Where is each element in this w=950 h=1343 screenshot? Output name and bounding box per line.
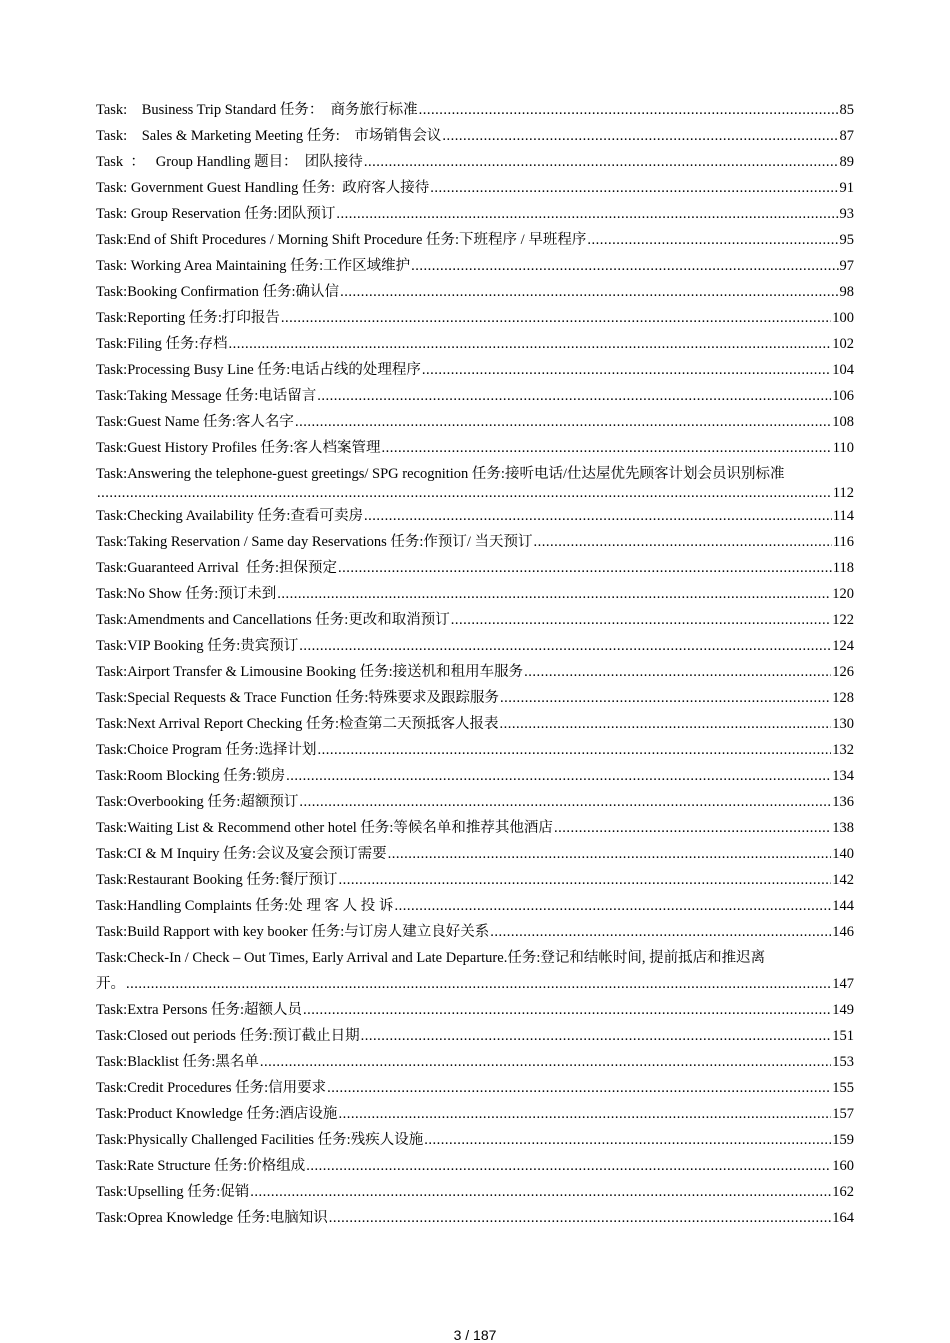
- toc-entry-title: Task:Booking Confirmation 任务:确认信: [96, 284, 340, 300]
- toc-entry-title: Task:Waiting List & Recommend other hotel 任务:等候名单和推荐其他酒店: [96, 820, 553, 836]
- dot-leader: [422, 357, 831, 383]
- toc-entry-page: 122: [832, 612, 854, 628]
- toc-entry-title: Task:VIP Booking 任务:贵宾预订: [96, 638, 299, 654]
- toc-entry[interactable]: [96, 1153, 854, 1179]
- toc-entry-page: 108: [832, 414, 854, 430]
- dot-leader: [303, 997, 831, 1023]
- toc-entry[interactable]: [96, 763, 854, 789]
- toc-entry-title: Task:Rate Structure 任务:价格组成: [96, 1158, 306, 1174]
- table-of-contents: [96, 97, 854, 1231]
- toc-entry[interactable]: [96, 1205, 854, 1231]
- toc-entry-title: Task:Room Blocking 任务:锁房: [96, 768, 286, 784]
- toc-entry[interactable]: [96, 331, 854, 357]
- dot-leader: [338, 555, 832, 581]
- toc-entry-title: Task:Guest Name 任务:客人名字: [96, 414, 294, 430]
- toc-entry[interactable]: [96, 97, 854, 123]
- dot-leader: [336, 201, 838, 227]
- toc-entry[interactable]: [96, 383, 854, 409]
- toc-entry-title: Task:Filing 任务:存档: [96, 336, 228, 352]
- toc-entry-title: Task: Sales & Marketing Meeting 任务: 市场销售会议: [96, 128, 442, 144]
- toc-entry-title: Task: Government Guest Handling 任务: 政府客人接待: [96, 180, 430, 196]
- toc-entry[interactable]: [96, 227, 854, 253]
- toc-entry-title: Task:Extra Persons 任务:超额人员: [96, 1002, 302, 1018]
- toc-entry[interactable]: [96, 789, 854, 815]
- dot-leader: [394, 893, 831, 919]
- toc-entry-title: Task:Product Knowledge 任务:酒店设施: [96, 1106, 338, 1122]
- dot-leader: [524, 659, 831, 685]
- toc-entry-page: 124: [832, 638, 854, 654]
- page-number: 3 / 187: [453, 1327, 497, 1343]
- toc-entry-title: Task:Next Arrival Report Checking 任务:检查第二天预抵客人报表: [96, 716, 499, 732]
- toc-entry-title: Task:Taking Reservation / Same day Reservations 任务:作预订/ 当天预订: [96, 534, 533, 550]
- toc-entry-title: Task:End of Shift Procedures / Morning Shift Procedure 任务:下班程序 / 早班程序: [96, 232, 587, 248]
- dot-leader: [411, 253, 838, 279]
- toc-entry-page: 130: [832, 716, 854, 732]
- toc-entry-page: 98: [839, 284, 854, 300]
- dot-leader: [306, 1153, 831, 1179]
- dot-leader: [361, 1023, 832, 1049]
- toc-entry[interactable]: [96, 1049, 854, 1075]
- toc-entry-page: 149: [832, 1002, 854, 1018]
- toc-entry-page: 132: [832, 742, 854, 758]
- toc-entry-title: Task:Restaurant Booking 任务:餐厅预订: [96, 872, 338, 888]
- toc-entry[interactable]: [96, 919, 854, 945]
- toc-entry-page: 140: [832, 846, 854, 862]
- toc-entry[interactable]: [96, 1127, 854, 1153]
- toc-entry-page: 144: [832, 898, 854, 914]
- dot-leader: [260, 1049, 831, 1075]
- toc-entry-title: Task:Amendments and Cancellations 任务:更改和取消预订: [96, 612, 450, 628]
- dot-leader: [318, 737, 832, 763]
- toc-entry-title: Task:Blacklist 任务:黑名单: [96, 1054, 259, 1070]
- toc-entry[interactable]: [96, 659, 854, 685]
- dot-leader: [295, 409, 831, 435]
- toc-entry-title-continued: 开。: [96, 976, 125, 992]
- dot-leader: [338, 867, 831, 893]
- toc-entry-page: 112: [832, 485, 854, 501]
- toc-entry-page: 114: [832, 508, 854, 524]
- toc-entry-title: Task:Reporting 任务:打印报告: [96, 310, 280, 326]
- toc-entry-page: 155: [832, 1080, 854, 1096]
- toc-entry-page: 89: [839, 154, 854, 170]
- toc-entry-title: Task:No Show 任务:预订未到: [96, 586, 277, 602]
- toc-entry[interactable]: [96, 305, 854, 331]
- dot-leader: [317, 383, 831, 409]
- toc-entry-title: Task ： Group Handling 题目： 团队接待: [96, 154, 363, 170]
- toc-entry[interactable]: [96, 1075, 854, 1101]
- toc-entry[interactable]: [96, 279, 854, 305]
- toc-entry[interactable]: [96, 1179, 854, 1205]
- toc-entry-page: 142: [832, 872, 854, 888]
- toc-entry-page: 157: [832, 1106, 854, 1122]
- dot-leader: [329, 1205, 832, 1231]
- toc-entry-title: Task:Airport Transfer & Limousine Booking 任务:接送机和租用车服务: [96, 664, 524, 680]
- toc-entry-title: Task:Build Rapport with key booker 任务:与订房人建立良好关系: [96, 924, 490, 940]
- toc-entry[interactable]: [96, 893, 854, 919]
- toc-entry-page: 153: [832, 1054, 854, 1070]
- toc-entry[interactable]: [96, 607, 854, 633]
- toc-entry-title: Task: Group Reservation 任务:团队预订: [96, 206, 336, 222]
- toc-entry[interactable]: [96, 997, 854, 1023]
- dot-leader: [286, 763, 831, 789]
- toc-entry-title: Task:Taking Message 任务:电话留言: [96, 388, 317, 404]
- toc-entry-title: Task:Overbooking 任务:超额预订: [96, 794, 299, 810]
- toc-entry[interactable]: [96, 357, 854, 383]
- toc-entry[interactable]: [96, 529, 854, 555]
- toc-entry[interactable]: [96, 737, 854, 763]
- toc-entry-title: Task:Special Requests & Trace Function 任务:特殊要求及跟踪服务: [96, 690, 499, 706]
- toc-entry[interactable]: [96, 841, 854, 867]
- dot-leader: [554, 815, 831, 841]
- toc-entry-page: 138: [832, 820, 854, 836]
- toc-entry-title: Task:Upselling 任务:促销: [96, 1184, 250, 1200]
- toc-entry-page: 104: [832, 362, 854, 378]
- toc-entry[interactable]: [96, 711, 854, 737]
- dot-leader: [97, 483, 832, 503]
- dot-leader: [299, 789, 831, 815]
- toc-entry[interactable]: [96, 1023, 854, 1049]
- toc-entry-title: Task:Closed out periods 任务:预订截止日期: [96, 1028, 360, 1044]
- dot-leader: [500, 711, 832, 737]
- toc-entry[interactable]: [96, 581, 854, 607]
- toc-entry[interactable]: [96, 685, 854, 711]
- dot-leader: [419, 97, 839, 123]
- toc-entry[interactable]: [96, 461, 854, 503]
- dot-leader: [281, 305, 831, 331]
- toc-entry-page: 159: [832, 1132, 854, 1148]
- toc-entry[interactable]: [96, 815, 854, 841]
- toc-entry-title: Task:Guest History Profiles 任务:客人档案管理: [96, 440, 381, 456]
- toc-entry-page: 162: [832, 1184, 854, 1200]
- dot-leader: [451, 607, 831, 633]
- toc-entry-page: 128: [832, 690, 854, 706]
- dot-leader: [364, 503, 832, 529]
- toc-entry-title: Task:Answering the telephone-guest greetings/ SPG recognition 任务:接听电话/仕达屋优先顾客计划会员识别标准: [96, 466, 785, 482]
- toc-entry-page: 134: [832, 768, 854, 784]
- toc-entry[interactable]: [96, 175, 854, 201]
- toc-entry-page: 100: [832, 310, 854, 326]
- toc-entry-page: 151: [832, 1028, 854, 1044]
- toc-entry-title: Task:Processing Busy Line 任务:电话占线的处理程序: [96, 362, 421, 378]
- toc-entry[interactable]: [96, 1101, 854, 1127]
- toc-entry-title: Task: Working Area Maintaining 任务:工作区域维护: [96, 258, 411, 274]
- dot-leader: [364, 149, 839, 175]
- dot-leader: [250, 1179, 831, 1205]
- toc-entry-page: 91: [839, 180, 854, 196]
- toc-entry-title: Task: Business Trip Standard 任务： 商务旅行标准: [96, 102, 418, 118]
- toc-entry-page: 164: [832, 1210, 854, 1226]
- toc-entry-page: 102: [832, 336, 854, 352]
- toc-entry[interactable]: [96, 555, 854, 581]
- toc-entry-title: Task:Credit Procedures 任务:信用要求: [96, 1080, 327, 1096]
- toc-entry-title: Task:Physically Challenged Facilities 任务:残疾人设施: [96, 1132, 424, 1148]
- toc-entry-page: 110: [832, 440, 854, 456]
- dot-leader: [299, 633, 831, 659]
- toc-entry[interactable]: [96, 867, 854, 893]
- toc-entry-title: Task:CI & M Inquiry 任务:会议及宴会预订需要: [96, 846, 387, 862]
- toc-entry-page: 106: [832, 388, 854, 404]
- dot-leader: [229, 331, 832, 357]
- dot-leader: [424, 1127, 831, 1153]
- toc-entry-page: 93: [839, 206, 854, 222]
- toc-entry-title: Task:Oprea Knowledge 任务:电脑知识: [96, 1210, 328, 1226]
- dot-leader: [338, 1101, 831, 1127]
- dot-leader: [534, 529, 832, 555]
- toc-entry[interactable]: [96, 123, 854, 149]
- toc-entry-title: Task:Checking Availability 任务:查看可卖房: [96, 508, 363, 524]
- toc-entry[interactable]: [96, 149, 854, 175]
- toc-entry-title: Task:Handling Complaints 任务:处 理 客 人 投 诉: [96, 898, 394, 914]
- dot-leader: [382, 435, 832, 461]
- toc-entry-page: 147: [832, 976, 854, 992]
- toc-entry-page: 120: [832, 586, 854, 602]
- toc-entry[interactable]: [96, 409, 854, 435]
- toc-entry[interactable]: [96, 633, 854, 659]
- toc-entry[interactable]: [96, 253, 854, 279]
- toc-entry-page: 87: [839, 128, 854, 144]
- toc-entry[interactable]: [96, 435, 854, 461]
- toc-entry-page: 146: [832, 924, 854, 940]
- toc-entry-page: 118: [832, 560, 854, 576]
- dot-leader: [388, 841, 832, 867]
- toc-entry-title: Task:Guaranteed Arrival 任务:担保预定: [96, 560, 337, 576]
- dot-leader: [430, 175, 838, 201]
- toc-entry-page: 136: [832, 794, 854, 810]
- dot-leader: [500, 685, 831, 711]
- toc-entry-title: Task:Choice Program 任务:选择计划: [96, 742, 317, 758]
- toc-entry-page: 97: [839, 258, 854, 274]
- toc-entry-page: 95: [839, 232, 854, 248]
- toc-entry-page: 85: [839, 102, 854, 118]
- dot-leader: [340, 279, 838, 305]
- toc-entry-page: 160: [832, 1158, 854, 1174]
- dot-leader: [126, 971, 831, 997]
- dot-leader: [587, 227, 838, 253]
- dot-leader: [490, 919, 831, 945]
- toc-entry[interactable]: [96, 503, 854, 529]
- dot-leader: [327, 1075, 831, 1101]
- toc-entry-page: 116: [832, 534, 854, 550]
- toc-entry-page: 126: [832, 664, 854, 680]
- toc-entry[interactable]: [96, 945, 854, 997]
- dot-leader: [277, 581, 831, 607]
- dot-leader: [442, 123, 838, 149]
- toc-entry[interactable]: [96, 201, 854, 227]
- toc-entry-title: Task:Check-In / Check – Out Times, Early Arrival and Late Departure.任务:登记和结帐时间, 提前抵店和推迟离: [96, 950, 766, 966]
